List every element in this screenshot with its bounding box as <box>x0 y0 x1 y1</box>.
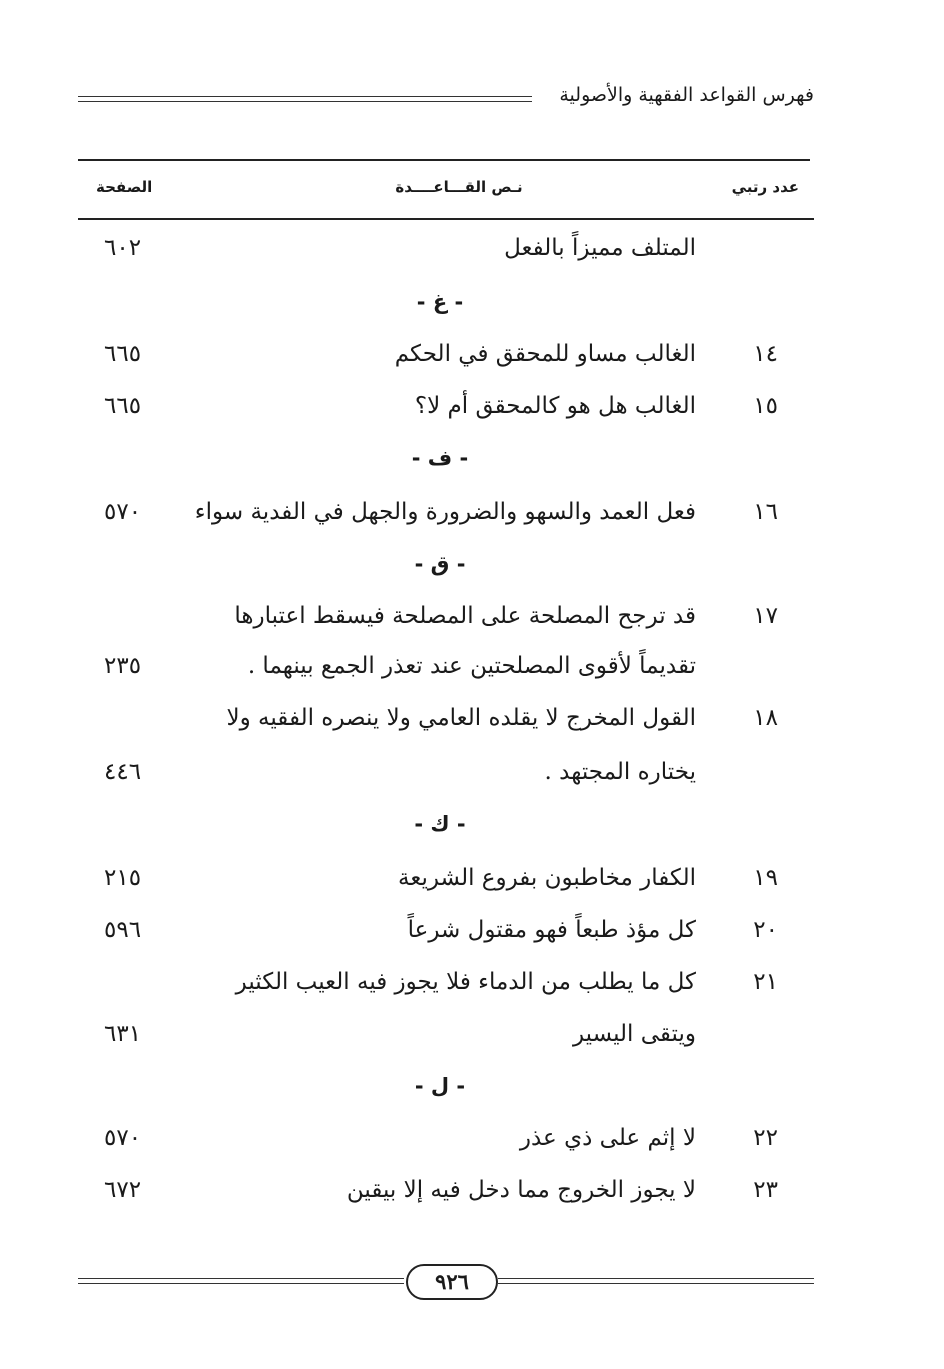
entry-page: ٢١٥ <box>104 865 142 891</box>
entry-text: الغالب هل هو كالمحقق أم لا؟ <box>414 393 696 419</box>
column-header-number: عدد رتبي <box>731 178 799 196</box>
footer-rule <box>498 1283 814 1284</box>
entry-page: ٦٠٢ <box>104 235 142 261</box>
entry-page: ٦٧٢ <box>104 1177 142 1203</box>
entry-number: ١٨ <box>753 705 778 731</box>
entry-text: لا يجوز الخروج مما دخل فيه إلا بيقين <box>346 1177 696 1203</box>
section-letter-heading: - ف - <box>411 446 469 470</box>
entry-page: ٥٩٦ <box>104 917 142 943</box>
entry-page: ٤٤٦ <box>104 759 142 785</box>
running-head-title: فهرس القواعد الفقهية والأصولية <box>559 84 814 106</box>
footer-rule <box>498 1278 814 1279</box>
entry-text: الكفار مخاطبون بفروع الشريعة <box>398 865 696 891</box>
entry-number: ١٩ <box>753 865 778 891</box>
footer-rule <box>78 1278 404 1279</box>
entry-text: يختاره المجتهد . <box>544 759 696 785</box>
entry-text: تقديماً لأقوى المصلحتين عند تعذر الجمع بينهما . <box>247 653 696 679</box>
page-footer <box>78 1262 814 1302</box>
section-letter-heading: - ك - <box>414 812 466 836</box>
entry-number: ٢١ <box>753 969 778 995</box>
entry-number: ١٤ <box>753 341 778 367</box>
entry-number: ٢٣ <box>753 1177 778 1203</box>
entry-text: قد ترجح المصلحة على المصلحة فيسقط اعتبارها <box>234 603 696 629</box>
entry-number: ٢٠ <box>753 917 778 943</box>
section-letter-heading: - ق - <box>414 552 466 576</box>
section-letter-heading: - غ - <box>416 290 464 314</box>
entry-page: ٦٣١ <box>104 1021 142 1047</box>
entry-number: ١٧ <box>753 603 778 629</box>
footer-rule <box>78 1283 404 1284</box>
entry-page: ٢٣٥ <box>104 653 142 679</box>
entry-text: المتلف مميزاً بالفعل <box>504 235 696 261</box>
entry-page: ٥٧٠ <box>104 499 142 525</box>
column-header-text: نـص القـــاعــــدة <box>395 178 523 196</box>
column-header-page: الصفحة <box>96 178 153 196</box>
entry-number: ٢٢ <box>753 1125 778 1151</box>
section-letter-heading: - ل - <box>414 1074 466 1098</box>
entry-text: ويتقى اليسير <box>572 1021 696 1047</box>
entry-number: ١٦ <box>753 499 778 525</box>
entry-text: القول المخرج لا يقلده العامي ولا ينصره الفقيه ولا <box>226 705 696 731</box>
entry-page: ٥٧٠ <box>104 1125 142 1151</box>
entry-text: كل ما يطلب من الدماء فلا يجوز فيه العيب الكثير <box>235 969 696 995</box>
entry-page: ٦٦٥ <box>104 341 142 367</box>
entry-text: فعل العمد والسهو والضرورة والجهل في الفدية سواء <box>194 499 696 525</box>
entry-number: ١٥ <box>753 393 778 419</box>
entry-text: كل مؤذ طبعاً فهو مقتول شرعاً <box>407 917 696 943</box>
entry-text: الغالب مساو للمحقق في الحكم <box>394 341 696 367</box>
page-number: ٩٢٦ <box>406 1264 498 1300</box>
entry-page: ٦٦٥ <box>104 393 142 419</box>
entry-text: لا إثم على ذي عذر <box>519 1125 696 1151</box>
